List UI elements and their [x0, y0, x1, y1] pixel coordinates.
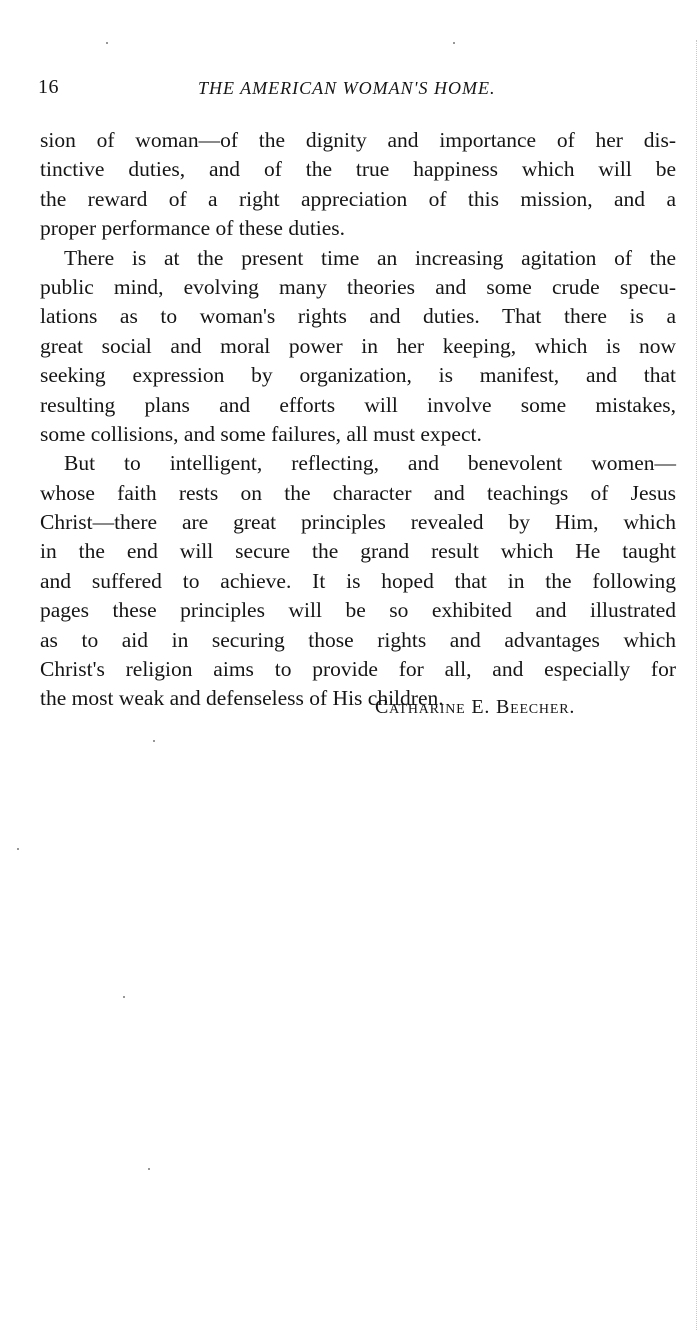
text-line: pages these principles will be so exhibited and illustrated: [40, 598, 676, 623]
text-line: public mind, evolving many theories and some crude specu-: [40, 274, 676, 299]
text-line: great social and moral power in her keeping, which is now: [40, 333, 676, 358]
paragraph: [40, 449, 676, 714]
author-signature: Catharine E. Beecher.: [375, 696, 576, 718]
text-line: lations as to woman's rights and duties. That there is a: [40, 304, 676, 329]
print-speck: [123, 996, 125, 998]
text-line: Christ's religion aims to provide for all, and especially for: [40, 657, 676, 682]
text-line: Christ—there are great principles revealed by Him, which: [40, 510, 676, 535]
text-line: in the end will secure the grand result which He taught: [40, 539, 676, 564]
text-line: as to aid in securing those rights and advantages which: [40, 627, 676, 652]
text-line: tinctive duties, and of the true happiness which will be: [40, 157, 676, 182]
text-line: whose faith rests on the character and teachings of Jesus: [40, 480, 676, 505]
print-speck: [453, 42, 455, 44]
print-speck: [17, 848, 19, 850]
text-line: resulting plans and efforts will involve some mistakes,: [40, 392, 676, 417]
text-line: sion of woman—of the dignity and importance of her dis-: [40, 128, 676, 152]
text-line: seeking expression by organization, is manifest, and that: [40, 363, 676, 388]
page-header: [38, 76, 658, 104]
print-speck: [153, 740, 155, 742]
text-line: proper performance of these duties.: [40, 216, 346, 241]
text-line: the reward of a right appreciation of this mission, and a: [40, 186, 676, 211]
text-line: There is at the present time an increasing agitation of the: [64, 245, 676, 270]
paragraph: [40, 244, 676, 450]
text-line: the most weak and defenseless of His children.: [40, 686, 444, 711]
page-number: 16: [38, 76, 59, 98]
text-line: But to intelligent, reflecting, and benevolent women—: [64, 451, 676, 476]
print-speck: [106, 42, 108, 44]
text-line: some collisions, and some failures, all must expect.: [40, 421, 482, 446]
text-line: and suffered to achieve. It is hoped that in the following: [40, 568, 676, 593]
paragraph: [40, 126, 676, 244]
running-head: THE AMERICAN WOMAN'S HOME.: [198, 78, 496, 98]
page-edge-shadow: [688, 40, 697, 1330]
print-speck: [148, 1168, 150, 1170]
body-text: [40, 126, 676, 714]
